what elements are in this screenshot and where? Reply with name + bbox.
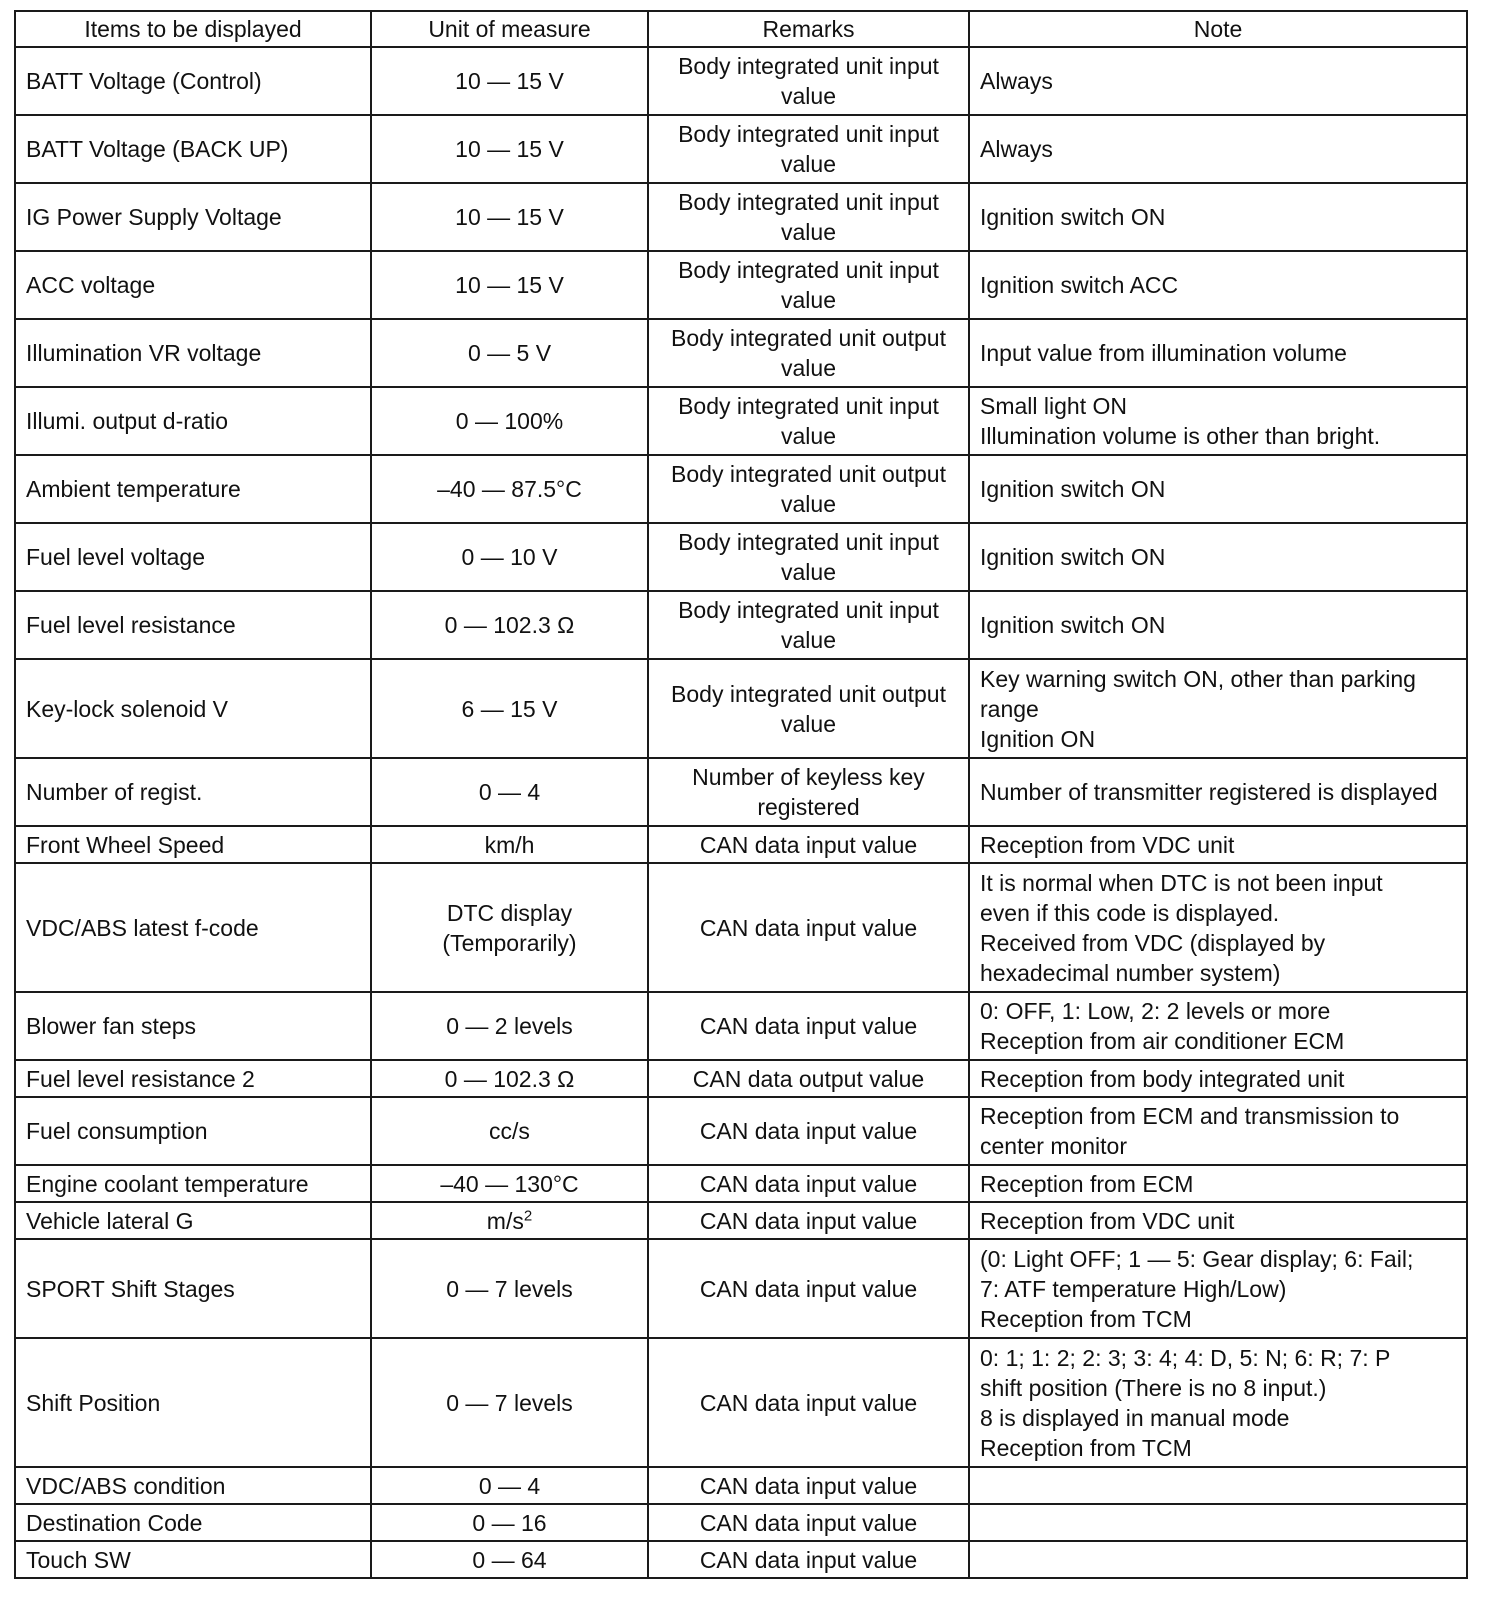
- table-row: [15, 183, 1467, 251]
- cell-remarks-line: CAN data input value: [699, 1509, 918, 1536]
- cell-note-line: Ignition switch ON: [980, 204, 1166, 230]
- cell-unit-text: 0 — 2 levels: [446, 1013, 573, 1039]
- cell-unit-text: 0 — 102.3 Ω: [444, 1065, 575, 1092]
- cell-remarks-line: value: [781, 355, 836, 381]
- cell-remarks: [648, 992, 969, 1060]
- table-row: [15, 1165, 1467, 1202]
- cell-note: [969, 319, 1467, 387]
- cell-unit: [371, 1202, 648, 1239]
- cell-note-line: Reception from ECM: [980, 1170, 1194, 1197]
- cell-note-line: even if this code is displayed.: [980, 899, 1280, 926]
- cell-remarks: [648, 251, 969, 319]
- cell-note-line: Ignition switch ON: [980, 544, 1166, 570]
- cell-unit: [371, 47, 648, 115]
- cell-item: Number of regist.: [15, 758, 371, 826]
- cell-remarks-line: CAN data input value: [699, 1546, 918, 1573]
- cell-unit: [371, 1338, 648, 1467]
- cell-remarks: [648, 758, 969, 826]
- cell-note-line: Ignition switch ON: [980, 612, 1166, 638]
- cell-remarks-line: Body integrated unit output: [671, 461, 946, 487]
- cell-remarks: [648, 47, 969, 115]
- cell-note-line: It is normal when DTC is not been input: [980, 869, 1383, 896]
- cell-remarks: [648, 591, 969, 659]
- table-row: [15, 659, 1467, 758]
- cell-unit-superscript: 2: [523, 1206, 533, 1224]
- cell-remarks: [648, 863, 969, 992]
- cell-remarks-line: CAN data input value: [699, 914, 918, 941]
- table-row: [15, 591, 1467, 659]
- cell-item: VDC/ABS condition: [15, 1467, 371, 1504]
- cell-remarks-line: value: [781, 491, 836, 517]
- cell-note-line: Reception from TCM: [980, 1434, 1192, 1461]
- table-row: [15, 115, 1467, 183]
- cell-item: Engine coolant temperature: [15, 1165, 371, 1202]
- cell-remarks: [648, 523, 969, 591]
- cell-note-line: Input value from illumination volume: [980, 340, 1347, 366]
- cell-note-line: (0: Light OFF; 1 — 5: Gear display; 6: Fail;: [980, 1245, 1414, 1272]
- cell-note-line: Reception from TCM: [980, 1305, 1192, 1332]
- table-row: [15, 319, 1467, 387]
- cell-unit-text: 0 — 5 V: [467, 340, 552, 366]
- cell-unit: [371, 992, 648, 1060]
- table-row: [15, 1097, 1467, 1165]
- cell-note-line: Illumination volume is other than bright.: [980, 423, 1381, 449]
- cell-note-line: Ignition switch ON: [980, 476, 1166, 502]
- cell-unit-text: cc/s: [489, 1118, 530, 1144]
- cell-note: [969, 992, 1467, 1060]
- cell-note-line: Reception from body integrated unit: [980, 1065, 1345, 1092]
- cell-unit-text: 0 — 7 levels: [446, 1389, 573, 1416]
- cell-remarks-line: value: [781, 219, 836, 245]
- header-note: Note: [969, 11, 1467, 47]
- cell-note-line: 7: ATF temperature High/Low): [980, 1275, 1287, 1302]
- cell-remarks: [648, 1541, 969, 1578]
- cell-note-line: Always: [980, 136, 1053, 162]
- cell-unit: [371, 1541, 648, 1578]
- table-row: [15, 1060, 1467, 1097]
- table-row: [15, 1202, 1467, 1239]
- cell-unit-text: m/s: [486, 1207, 524, 1234]
- cell-note: [969, 863, 1467, 992]
- cell-remarks-line: Body integrated unit input: [678, 189, 939, 215]
- cell-unit: [371, 183, 648, 251]
- cell-remarks: [648, 1239, 969, 1338]
- cell-unit: [371, 758, 648, 826]
- cell-unit-text: 10 — 15 V: [455, 136, 564, 162]
- cell-remarks-line: Body integrated unit output: [671, 325, 946, 351]
- cell-note-line: Reception from VDC unit: [980, 831, 1235, 858]
- cell-note: [969, 455, 1467, 523]
- cell-note: [969, 183, 1467, 251]
- cell-note-line: 8 is displayed in manual mode: [980, 1404, 1290, 1431]
- cell-unit: [371, 455, 648, 523]
- cell-unit-text: 0 — 4: [478, 1472, 541, 1499]
- table-body: [15, 47, 1467, 1578]
- cell-note: [969, 1338, 1467, 1467]
- table-row: [15, 1504, 1467, 1541]
- cell-item: VDC/ABS latest f-code: [15, 863, 371, 992]
- cell-unit-text: 0 — 10 V: [461, 544, 558, 570]
- cell-remarks: [648, 115, 969, 183]
- cell-item: Fuel level voltage: [15, 523, 371, 591]
- cell-remarks-line: Body integrated unit input: [678, 121, 939, 147]
- cell-remarks: [648, 1504, 969, 1541]
- cell-remarks: [648, 1097, 969, 1165]
- cell-item: Fuel level resistance 2: [15, 1060, 371, 1097]
- cell-unit: [371, 1504, 648, 1541]
- cell-note: [969, 1097, 1467, 1165]
- cell-remarks-line: value: [781, 627, 836, 653]
- cell-remarks-line: Body integrated unit input: [678, 393, 939, 419]
- cell-remarks-line: Body integrated unit input: [678, 597, 939, 623]
- cell-note: [969, 591, 1467, 659]
- cell-unit-text: 0 — 7 levels: [446, 1275, 573, 1302]
- cell-note-line: center monitor: [980, 1133, 1128, 1159]
- table-row: [15, 1338, 1467, 1467]
- cell-note-line: 0: 1; 1: 2; 2: 3; 3: 4; 4: D, 5: N; 6: R; 7: P: [980, 1344, 1391, 1371]
- cell-remarks-line: CAN data output value: [692, 1065, 925, 1092]
- cell-item: Destination Code: [15, 1504, 371, 1541]
- cell-remarks: [648, 826, 969, 863]
- cell-item: Illumination VR voltage: [15, 319, 371, 387]
- cell-unit: [371, 659, 648, 758]
- cell-unit: [371, 1097, 648, 1165]
- cell-note: [969, 758, 1467, 826]
- cell-unit-text: 10 — 15 V: [455, 272, 564, 298]
- cell-remarks-line: Body integrated unit input: [678, 257, 939, 283]
- cell-note: [969, 1060, 1467, 1097]
- table-row: [15, 758, 1467, 826]
- cell-note-line: Ignition switch ACC: [980, 272, 1179, 298]
- cell-note: [969, 387, 1467, 455]
- cell-note-line: hexadecimal number system): [980, 959, 1281, 986]
- table-row: [15, 863, 1467, 992]
- cell-note-line: shift position (There is no 8 input.): [980, 1374, 1327, 1401]
- cell-remarks: [648, 455, 969, 523]
- cell-remarks: [648, 183, 969, 251]
- table-row: [15, 1239, 1467, 1338]
- cell-remarks-line: CAN data input value: [699, 1207, 918, 1234]
- cell-item: Key-lock solenoid V: [15, 659, 371, 758]
- header-remarks: Remarks: [648, 11, 969, 47]
- cell-unit-text: 10 — 15 V: [455, 68, 564, 94]
- cell-note-line: Reception from air conditioner ECM: [980, 1028, 1345, 1054]
- cell-unit: [371, 1467, 648, 1504]
- cell-note: [969, 523, 1467, 591]
- cell-note: [969, 251, 1467, 319]
- cell-unit-text: 0 — 64: [472, 1546, 547, 1573]
- cell-remarks-line: CAN data input value: [699, 831, 918, 858]
- cell-remarks-line: value: [781, 151, 836, 177]
- cell-note-line: Number of transmitter registered is displayed: [980, 779, 1438, 805]
- cell-unit-line: (Temporarily): [442, 929, 577, 956]
- cell-item: Touch SW: [15, 1541, 371, 1578]
- cell-item: SPORT Shift Stages: [15, 1239, 371, 1338]
- cell-remarks-line: CAN data input value: [699, 1013, 918, 1039]
- cell-note: [969, 659, 1467, 758]
- cell-note-line: Received from VDC (displayed by: [980, 929, 1326, 956]
- cell-unit-text: 6 — 15 V: [461, 695, 558, 722]
- cell-unit-text: –40 — 130°C: [440, 1170, 579, 1197]
- cell-remarks-line: value: [781, 710, 836, 737]
- cell-note-line: range: [980, 695, 1039, 722]
- cell-remarks: [648, 1202, 969, 1239]
- cell-unit-text: 0 — 102.3 Ω: [444, 612, 575, 638]
- cell-unit-text: –40 — 87.5°C: [437, 476, 582, 502]
- cell-unit: [371, 1060, 648, 1097]
- cell-remarks-line: CAN data input value: [699, 1389, 918, 1416]
- table-row: [15, 387, 1467, 455]
- cell-unit: [371, 251, 648, 319]
- cell-unit-text: 0 — 100%: [455, 408, 564, 434]
- cell-unit: [371, 115, 648, 183]
- cell-note: [969, 1202, 1467, 1239]
- cell-note: [969, 1504, 1467, 1541]
- cell-remarks-line: value: [781, 83, 836, 109]
- cell-note-line: Always: [980, 68, 1053, 94]
- cell-item: Fuel consumption: [15, 1097, 371, 1165]
- cell-note: [969, 115, 1467, 183]
- cell-remarks: [648, 659, 969, 758]
- table-row: [15, 455, 1467, 523]
- cell-remarks-line: value: [781, 559, 836, 585]
- cell-remarks-line: Body integrated unit output: [671, 680, 946, 707]
- table-row: [15, 992, 1467, 1060]
- cell-unit: [371, 863, 648, 992]
- table-row: [15, 47, 1467, 115]
- cell-remarks-line: Body integrated unit input: [678, 53, 939, 79]
- cell-note: [969, 1165, 1467, 1202]
- cell-unit: [371, 1239, 648, 1338]
- cell-unit: [371, 1165, 648, 1202]
- cell-unit-text: 10 — 15 V: [455, 204, 564, 230]
- cell-note-line: Reception from VDC unit: [980, 1207, 1235, 1234]
- cell-unit-text: km/h: [484, 831, 535, 858]
- cell-unit: [371, 319, 648, 387]
- cell-remarks: [648, 387, 969, 455]
- cell-note: [969, 1467, 1467, 1504]
- cell-remarks: [648, 1060, 969, 1097]
- cell-note-line: 0: OFF, 1: Low, 2: 2 levels or more: [980, 998, 1331, 1024]
- cell-item: Illumi. output d-ratio: [15, 387, 371, 455]
- display-items-table: [14, 10, 1468, 1579]
- cell-remarks-line: registered: [757, 794, 860, 820]
- table-row: [15, 251, 1467, 319]
- cell-item: Fuel level resistance: [15, 591, 371, 659]
- cell-remarks-line: CAN data input value: [699, 1275, 918, 1302]
- cell-remarks-line: CAN data input value: [699, 1170, 918, 1197]
- cell-unit-text: 0 — 16: [472, 1509, 547, 1536]
- table-row: [15, 1541, 1467, 1578]
- header-items: Items to be displayed: [15, 11, 371, 47]
- cell-item: BATT Voltage (Control): [15, 47, 371, 115]
- cell-note: [969, 1541, 1467, 1578]
- table-header-row: [15, 11, 1467, 47]
- cell-remarks-line: CAN data input value: [699, 1472, 918, 1499]
- cell-note: [969, 47, 1467, 115]
- cell-item: Shift Position: [15, 1338, 371, 1467]
- cell-item: Blower fan steps: [15, 992, 371, 1060]
- cell-note-line: Small light ON: [980, 393, 1127, 419]
- cell-note: [969, 826, 1467, 863]
- cell-unit: [371, 591, 648, 659]
- cell-remarks-line: value: [781, 423, 836, 449]
- cell-remarks-line: value: [781, 287, 836, 313]
- cell-note: [969, 1239, 1467, 1338]
- cell-unit-line: DTC display: [446, 899, 573, 926]
- cell-item: Ambient temperature: [15, 455, 371, 523]
- cell-remarks-line: Body integrated unit input: [678, 529, 939, 555]
- cell-item: ACC voltage: [15, 251, 371, 319]
- cell-remarks-line: Number of keyless key: [692, 764, 925, 790]
- cell-item: Vehicle lateral G: [15, 1202, 371, 1239]
- cell-note-line: Reception from ECM and transmission to: [980, 1103, 1400, 1129]
- cell-remarks: [648, 1467, 969, 1504]
- cell-item: IG Power Supply Voltage: [15, 183, 371, 251]
- table-row: [15, 826, 1467, 863]
- table-row: [15, 1467, 1467, 1504]
- cell-note-line: Ignition ON: [980, 725, 1096, 752]
- cell-remarks-line: CAN data input value: [699, 1118, 918, 1144]
- cell-remarks: [648, 319, 969, 387]
- cell-remarks: [648, 1165, 969, 1202]
- cell-note-line: Key warning switch ON, other than parking: [980, 665, 1416, 692]
- header-unit: Unit of measure: [371, 11, 648, 47]
- cell-item: Front Wheel Speed: [15, 826, 371, 863]
- cell-item: BATT Voltage (BACK UP): [15, 115, 371, 183]
- cell-unit: [371, 826, 648, 863]
- cell-remarks: [648, 1338, 969, 1467]
- cell-unit: [371, 387, 648, 455]
- table-row: [15, 523, 1467, 591]
- cell-unit-text: 0 — 4: [478, 779, 541, 805]
- cell-unit: [371, 523, 648, 591]
